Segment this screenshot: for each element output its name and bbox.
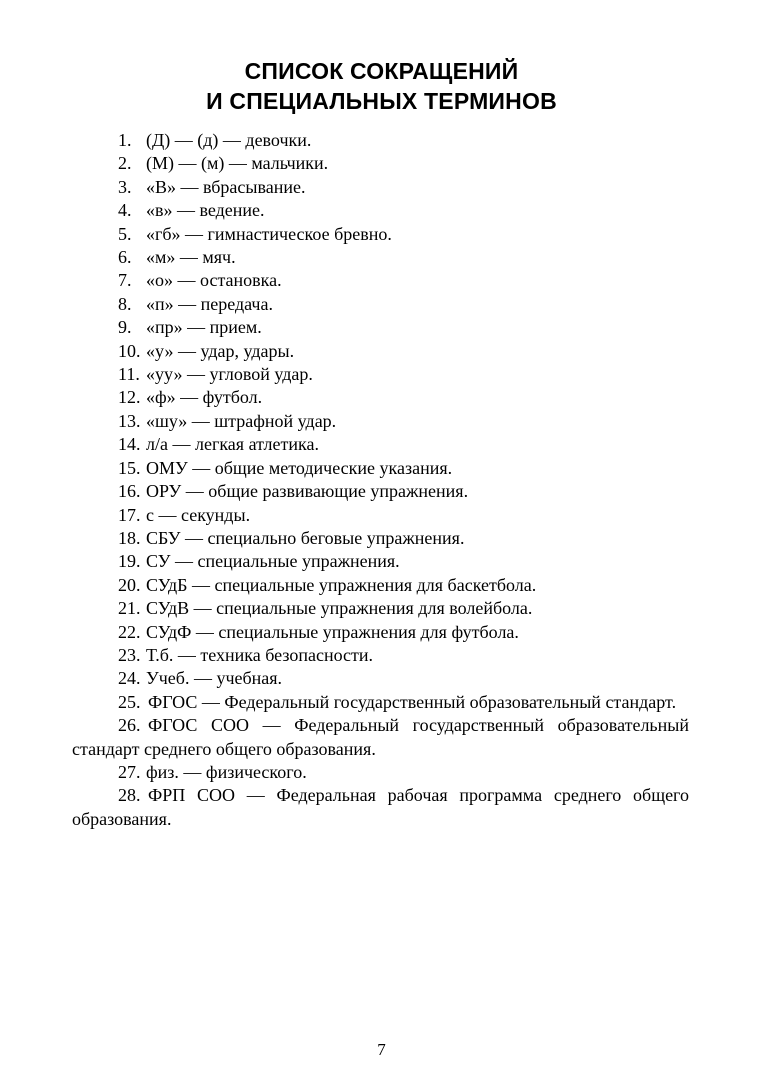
- item-text: СУдФ — специальные упражнения для футбола.: [146, 621, 519, 642]
- item-text: л/а — легкая атлетика.: [146, 434, 319, 455]
- item-number: 18.: [118, 527, 141, 548]
- item-text: «ф» — футбол.: [146, 387, 263, 408]
- page-number: 7: [377, 1040, 386, 1059]
- item-number: 15.: [118, 457, 141, 478]
- item-number: 7.: [118, 270, 132, 291]
- item-text: ОМУ — общие методические указания.: [146, 457, 453, 478]
- item-text: «м» — мяч.: [146, 247, 236, 268]
- list-item: [72, 480, 689, 503]
- item-number: 5.: [118, 223, 132, 244]
- item-number: 20.: [118, 574, 141, 595]
- list-item: [72, 363, 689, 386]
- list-item: [72, 316, 689, 339]
- list-item: [72, 246, 689, 269]
- item-text: «пр» — прием.: [146, 317, 262, 338]
- item-number: 12.: [118, 387, 141, 408]
- item-number: 16.: [118, 481, 141, 502]
- item-text: ФГОС — Федеральный государственный образовательный стандарт.: [148, 691, 677, 712]
- item-number: 26.: [118, 715, 141, 736]
- list-item: [72, 504, 689, 527]
- item-text: Т.б. — техника безопасности.: [146, 644, 374, 665]
- item-number: 17.: [118, 504, 141, 525]
- item-number: 27.: [118, 761, 141, 782]
- item-number: 3.: [118, 176, 132, 197]
- list-item: [72, 597, 689, 620]
- list-item: [72, 340, 689, 363]
- list-item: [72, 667, 689, 690]
- item-text: «В» — вбрасывание.: [146, 176, 306, 197]
- item-number: 21.: [118, 598, 141, 619]
- item-number: 11.: [118, 364, 140, 385]
- list-item: [72, 410, 689, 433]
- item-number: 25.: [118, 691, 141, 712]
- item-number: 28.: [118, 785, 141, 806]
- item-text: ФРП СОО — Федеральная рабочая программа среднего общего образования.: [72, 785, 689, 829]
- item-text: СУдБ — специальные упражнения для баскетбола.: [146, 574, 537, 595]
- item-number: 2.: [118, 153, 132, 174]
- list-item: [72, 152, 689, 175]
- title-line-1: СПИСОК СОКРАЩЕНИЙ: [244, 58, 519, 84]
- list-item: [72, 621, 689, 644]
- item-text: СУ — специальные упражнения.: [146, 551, 400, 572]
- item-number: 22.: [118, 621, 141, 642]
- item-text: «у» — удар, удары.: [146, 340, 295, 361]
- title-line-2: И СПЕЦИАЛЬНЫХ ТЕРМИНОВ: [206, 88, 557, 114]
- item-number: 24.: [118, 668, 141, 689]
- item-number: 10.: [118, 340, 141, 361]
- list-item: [72, 129, 689, 152]
- item-text: (Д) — (д) — девочки.: [146, 130, 312, 150]
- list-item: [72, 433, 689, 456]
- item-number: 19.: [118, 551, 141, 572]
- list-item: [72, 644, 689, 667]
- list-item: [72, 714, 689, 761]
- item-text: «уу» — угловой удар.: [146, 364, 313, 385]
- list-item: [72, 527, 689, 550]
- list-item: [72, 761, 689, 784]
- item-number: 1.: [118, 130, 132, 150]
- item-text: «гб» — гимнастическое бревно.: [146, 223, 392, 244]
- list-item: [72, 386, 689, 409]
- item-text: с — секунды.: [146, 504, 251, 525]
- list-item: [72, 550, 689, 573]
- item-text: СБУ — специально беговые упражнения.: [146, 527, 465, 548]
- item-text: «о» — остановка.: [146, 270, 282, 291]
- list-item: [72, 176, 689, 199]
- item-number: 13.: [118, 410, 141, 431]
- item-text: ФГОС СОО — Федеральный государственный образовательный стандарт среднего общего образования.: [72, 715, 689, 759]
- item-text: физ. — физического.: [146, 761, 307, 782]
- list-item: [72, 691, 689, 714]
- page-title: [0, 56, 763, 116]
- list-item: [72, 223, 689, 246]
- item-text: «в» — ведение.: [146, 200, 265, 221]
- list-item: [72, 784, 689, 831]
- item-text: «п» — передача.: [146, 293, 273, 314]
- list-item: [72, 574, 689, 597]
- item-text: ОРУ — общие развивающие упражнения.: [146, 481, 469, 502]
- item-number: 9.: [118, 317, 132, 338]
- list-item: [72, 269, 689, 292]
- list-item: [72, 199, 689, 222]
- item-text: СУдВ — специальные упражнения для волейбола.: [146, 598, 533, 619]
- item-text: Учеб. — учебная.: [146, 668, 283, 689]
- item-number: 4.: [118, 200, 132, 221]
- item-text: «шу» — штрафной удар.: [146, 410, 337, 431]
- item-number: 14.: [118, 434, 141, 455]
- list-item: [72, 457, 689, 480]
- abbreviation-list: [72, 129, 689, 831]
- list-item: [72, 293, 689, 316]
- item-number: 6.: [118, 247, 132, 268]
- item-number: 8.: [118, 293, 132, 314]
- item-text: (М) — (м) — мальчики.: [146, 153, 329, 174]
- item-number: 23.: [118, 644, 141, 665]
